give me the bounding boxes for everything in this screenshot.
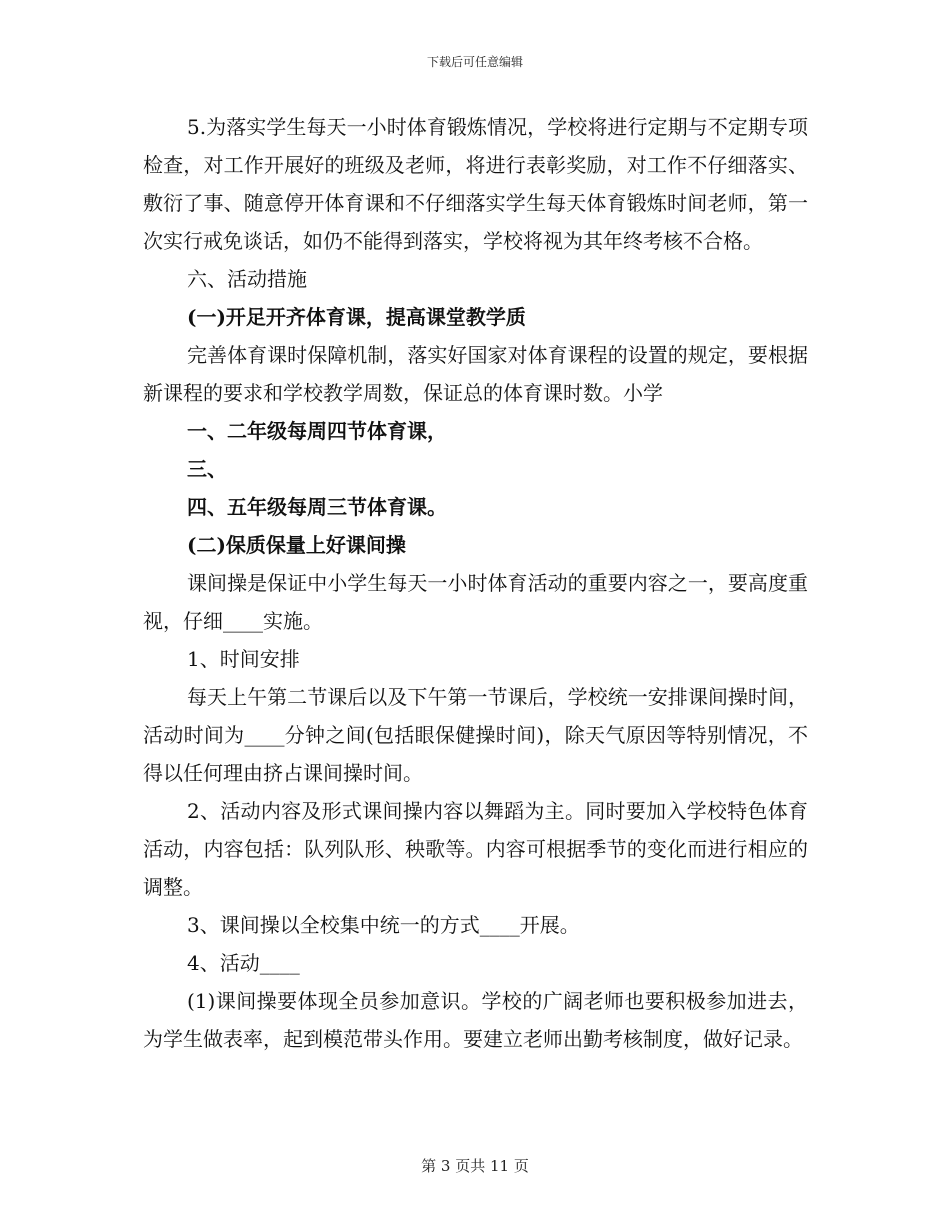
page-footer: 第 3 页共 11 页 bbox=[421, 1157, 529, 1175]
item-full-participation: (1)课间操要体现全员参加意识。学校的广阔老师也要积极参加进去，为学生做表率，起到模范带头作用。要建立老师出勤考核制度，做好记录。 bbox=[143, 989, 808, 1051]
paragraph-grade-3: 三、 bbox=[187, 457, 227, 481]
item-unified-method: 3、课间操以全校集中统一的方式____开展。 bbox=[187, 913, 580, 937]
subheading-pe-classes: (一)开足开齐体育课，提高课堂教学质 bbox=[187, 305, 526, 329]
paragraph-break-exercise-intro: 课间操是保证中小学生每天一小时体育活动的重要内容之一，要高度重视，仔细____实施。 bbox=[143, 571, 808, 633]
paragraph-pe-guarantee: 完善体育课时保障机制，落实好国家对体育课程的设置的规定，要根据新课程的要求和学校教学周数，保证总的体育课时数。小学 bbox=[143, 343, 808, 405]
item-activity-content: 2、活动内容及形式课间操内容以舞蹈为主。同时要加入学校特色体育活动，内容包括：队列队形、秧歌等。内容可根据季节的变化而进行相应的调整。 bbox=[143, 799, 808, 899]
paragraph-grade-4-5: 四、五年级每周三节体育课。 bbox=[187, 495, 447, 519]
item-time-schedule: 1、时间安排 bbox=[187, 647, 300, 671]
paragraph-grade-1-2: 一、二年级每周四节体育课， bbox=[187, 419, 447, 443]
document-body bbox=[143, 108, 808, 1058]
subheading-break-exercise: (二)保质保量上好课间操 bbox=[187, 533, 406, 557]
paragraph-time-schedule: 每天上午第二节课后以及下午第一节课后，学校统一安排课间操时间，活动时间为____分钟之间(包括眼保健操时间)，除天气原因等特别情况，不得以任何理由挤占课间操时间。 bbox=[143, 685, 808, 785]
section-heading-activity-measures: 六、活动措施 bbox=[187, 267, 307, 291]
item-activity: 4、活动____ bbox=[187, 951, 300, 975]
paragraph-5-inspection: 5.为落实学生每天一小时体育锻炼情况，学校将进行定期与不定期专项检查，对工作开展好的班级及老师，将进行表彰奖励，对工作不仔细落实、敷衍了事、随意停开体育课和不仔细落实学生每天体育锻炼时间老师，第一次实行戒免谈话，如仍不能得到落实，学校将视为其年终考核不合格。 bbox=[143, 115, 808, 253]
page-header: 下载后可任意编辑 bbox=[426, 55, 523, 69]
